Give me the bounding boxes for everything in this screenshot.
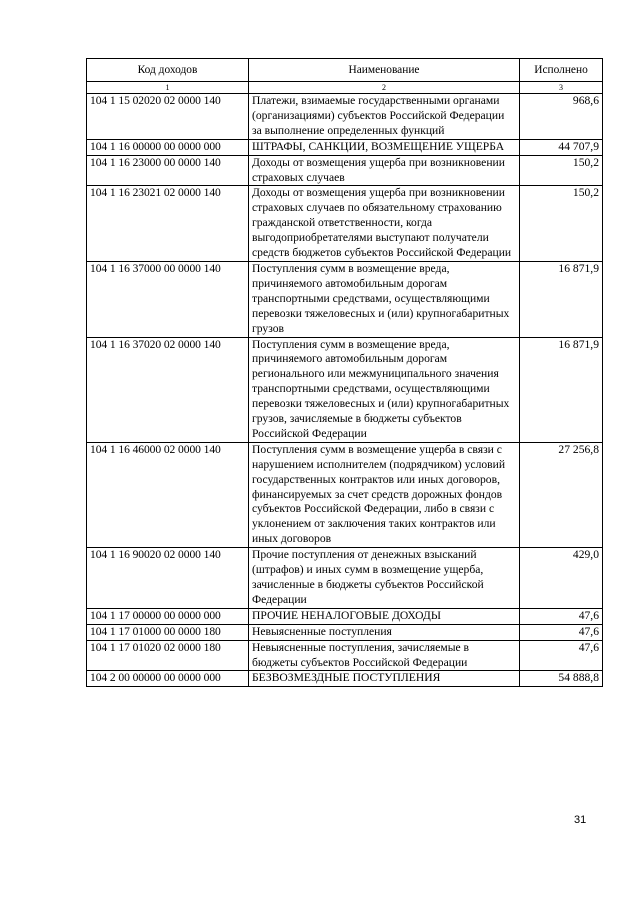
table-row [87, 94, 603, 140]
code-cell: 104 1 17 01000 00 0000 180 [87, 624, 249, 640]
code-cell: 104 1 17 00000 00 0000 000 [87, 608, 249, 624]
code-cell: 104 1 17 01020 02 0000 180 [87, 640, 249, 671]
header-name: Наименование [249, 59, 520, 82]
table-row [87, 139, 603, 155]
page-number: 31 [574, 814, 587, 826]
code-cell: 104 1 16 00000 00 0000 000 [87, 139, 249, 155]
amount-cell: 968,6 [520, 94, 603, 140]
name-cell: Поступления сумм в возмещение вреда, причиняемого автомобильным дорогам регионального или межмуниципального значения транспортными средствами, осуществляющими перевозки тяжеловесных и (или) крупногабаритных грузов, зачисляемые в бюджеты субъектов Российской Федерации [249, 337, 520, 442]
amount-cell: 47,6 [520, 640, 603, 671]
table-row [87, 624, 603, 640]
name-cell: Невыясненные поступления, зачисляемые в бюджеты субъектов Российской Федерации [249, 640, 520, 671]
amount-cell: 150,2 [520, 186, 603, 262]
name-cell: ПРОЧИЕ НЕНАЛОГОВЫЕ ДОХОДЫ [249, 608, 520, 624]
code-cell: 104 1 16 23021 02 0000 140 [87, 186, 249, 262]
table-row [87, 186, 603, 262]
code-cell: 104 1 16 46000 02 0000 140 [87, 442, 249, 547]
amount-cell: 16 871,9 [520, 261, 603, 337]
name-cell: Платежи, взимаемые государственными органами (организациями) субъектов Российской Федерации за выполнение определенных функций [249, 94, 520, 140]
table-header-row [87, 59, 603, 82]
name-cell: ШТРАФЫ, САНКЦИИ, ВОЗМЕЩЕНИЕ УЩЕРБА [249, 139, 520, 155]
name-cell: Доходы от возмещения ущерба при возникновении страховых случаев [249, 155, 520, 186]
revenue-table [86, 58, 603, 687]
table-row [87, 640, 603, 671]
header-amount: Исполнено [520, 59, 603, 82]
code-cell: 104 1 16 37000 00 0000 140 [87, 261, 249, 337]
amount-cell: 47,6 [520, 608, 603, 624]
table-row [87, 337, 603, 442]
header-code: Код доходов [87, 59, 249, 82]
table-row [87, 261, 603, 337]
table-body [87, 94, 603, 687]
amount-cell: 47,6 [520, 624, 603, 640]
amount-cell: 27 256,8 [520, 442, 603, 547]
code-cell: 104 1 16 37020 02 0000 140 [87, 337, 249, 442]
code-cell: 104 1 15 02020 02 0000 140 [87, 94, 249, 140]
table-row [87, 608, 603, 624]
column-number: 1 [87, 82, 249, 94]
amount-cell: 44 707,9 [520, 139, 603, 155]
table-row [87, 155, 603, 186]
code-cell: 104 2 00 00000 00 0000 000 [87, 671, 249, 687]
amount-cell: 16 871,9 [520, 337, 603, 442]
table-row [87, 548, 603, 609]
column-number-row [87, 82, 603, 94]
column-number: 2 [249, 82, 520, 94]
name-cell: Поступления сумм в возмещение ущерба в связи с нарушением исполнителем (подрядчиком) условий государственных контрактов или иных договоров, финансируемых за счет средств дорожных фондов субъектов Российской Федерации, либо в связи с уклонением от заключения таких контрактов или иных договоров [249, 442, 520, 547]
name-cell: Прочие поступления от денежных взысканий (штрафов) и иных сумм в возмещение ущерба, зачисленные в бюджеты субъектов Российской Федерации [249, 548, 520, 609]
table-row [87, 442, 603, 547]
amount-cell: 429,0 [520, 548, 603, 609]
name-cell: БЕЗВОЗМЕЗДНЫЕ ПОСТУПЛЕНИЯ [249, 671, 520, 687]
name-cell: Доходы от возмещения ущерба при возникновении страховых случаев по обязательному страхованию гражданской ответственности, когда выгодоприобретателями выступают получатели средств бюджетов субъектов Российской Федерации [249, 186, 520, 262]
column-number: 3 [520, 82, 603, 94]
code-cell: 104 1 16 90020 02 0000 140 [87, 548, 249, 609]
code-cell: 104 1 16 23000 00 0000 140 [87, 155, 249, 186]
amount-cell: 150,2 [520, 155, 603, 186]
name-cell: Невыясненные поступления [249, 624, 520, 640]
table-row [87, 671, 603, 687]
name-cell: Поступления сумм в возмещение вреда, причиняемого автомобильным дорогам транспортными средствами, осуществляющими перевозки тяжеловесных и (или) крупногабаритных грузов [249, 261, 520, 337]
amount-cell: 54 888,8 [520, 671, 603, 687]
